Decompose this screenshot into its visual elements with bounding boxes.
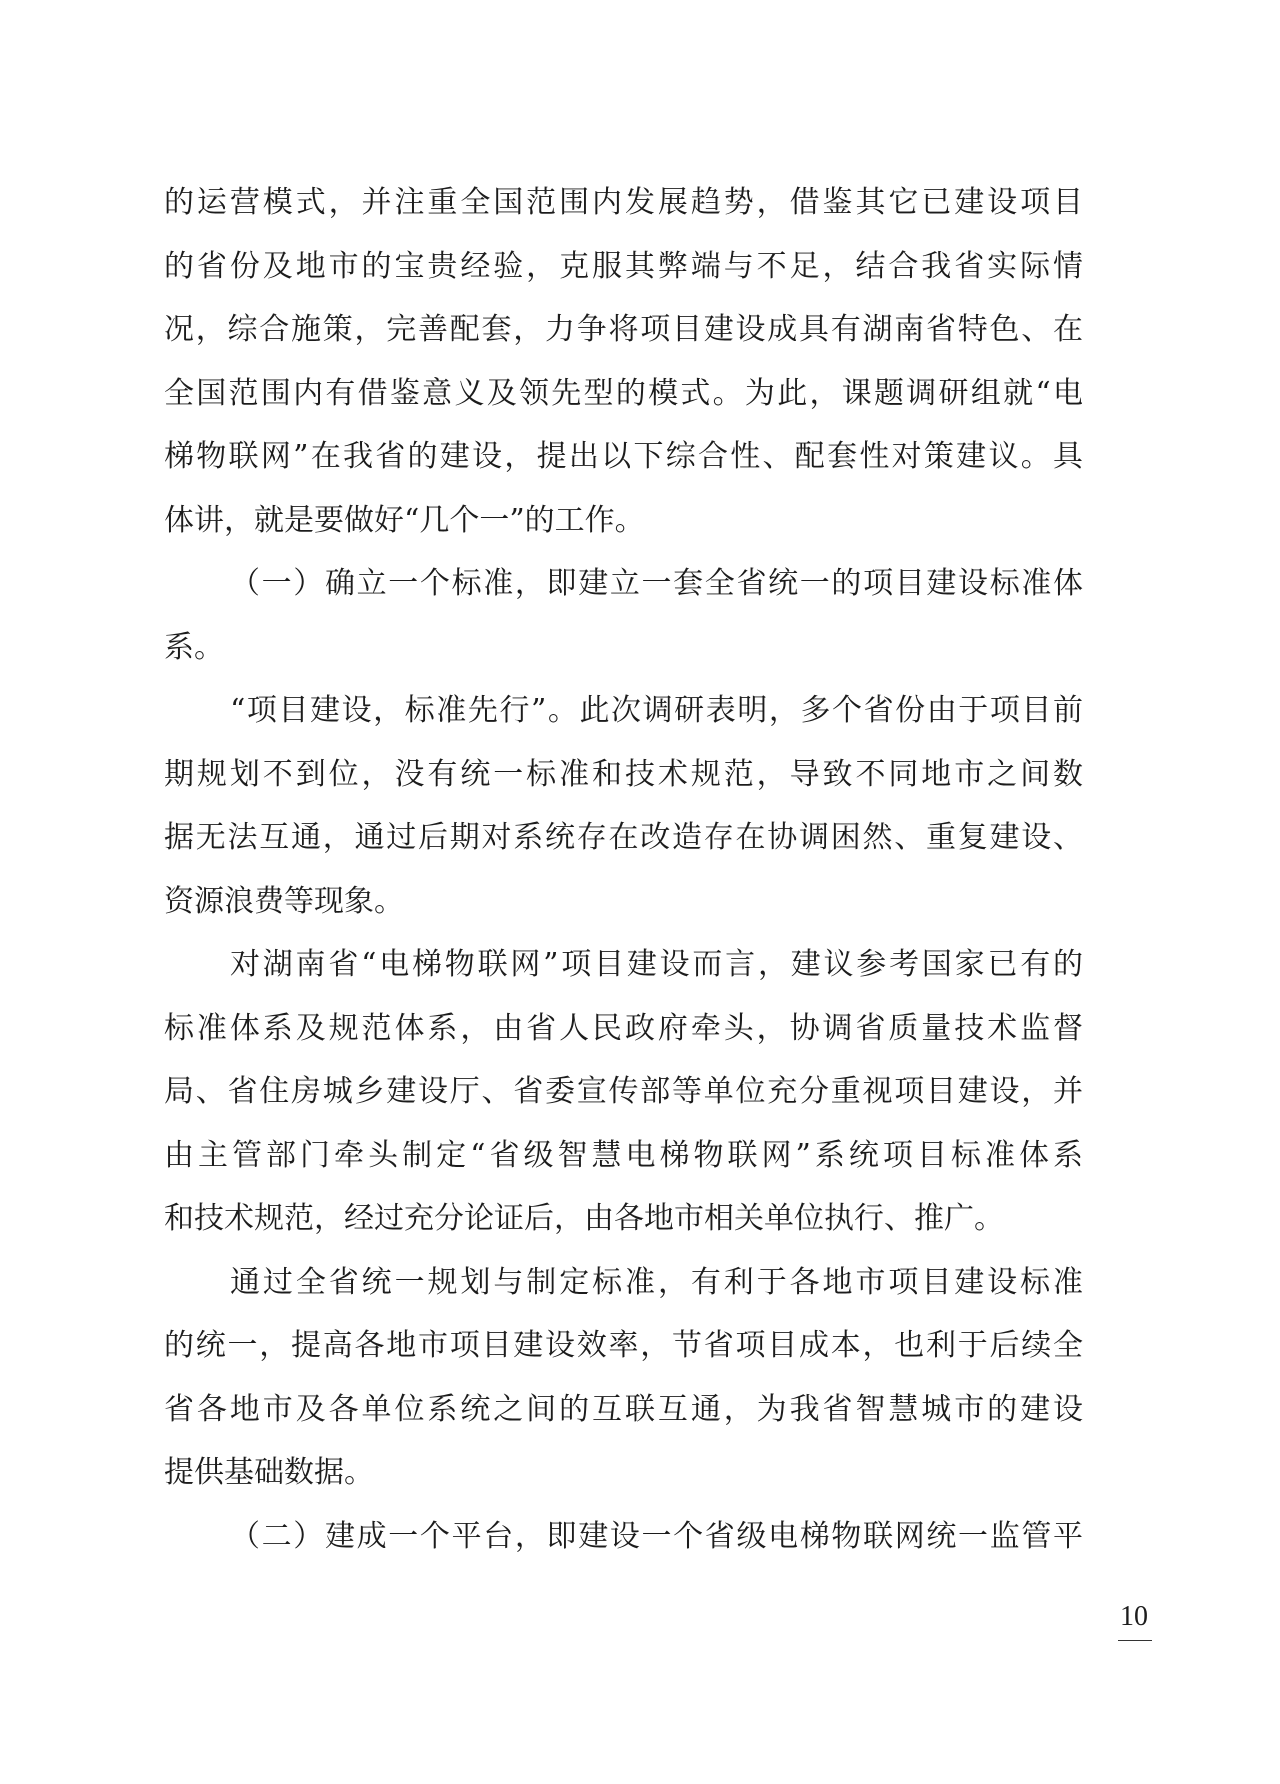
text-line: （一）确立一个标准，即建立一套全省统一的项目建设标准体 <box>230 566 1083 601</box>
text-line: 梯物联网”在我省的建设，提出以下综合性、配套性对策建议。具 <box>164 439 1083 474</box>
text-line: 标准体系及规范体系，由省人民政府牵头，协调省质量技术监督 <box>164 1010 1083 1046</box>
text-line: 对湖南省“电梯物联网”项目建设而言，建议参考国家已有的 <box>230 947 1083 982</box>
text-line: 况，综合施策，完善配套，力争将项目建设成具有湖南省特色、在 <box>164 312 1083 347</box>
paragraph <box>164 933 1083 1251</box>
text-line: 系。 <box>164 629 224 665</box>
paragraph <box>164 679 1083 933</box>
text-line: 的运营模式，并注重全国范围内发展趋势，借鉴其它已建设项目 <box>164 185 1083 220</box>
text-line: 省各地市及各单位系统之间的互联互通，为我省智慧城市的建设 <box>164 1391 1083 1427</box>
text-line: （二）建成一个平台，即建设一个省级电梯物联网统一监管平 <box>230 1518 1083 1554</box>
text-line: 提供基础数据。 <box>164 1455 374 1490</box>
body-text <box>164 171 1083 1568</box>
text-line: 通过全省统一规划与制定标准，有利于各地市项目建设标准 <box>230 1264 1083 1300</box>
paragraph <box>164 171 1083 552</box>
section-heading <box>164 552 1083 679</box>
text-line: 和技术规范，经过充分论证后，由各地市相关单位执行、推广。 <box>164 1201 1004 1236</box>
text-line: 由主管部门牵头制定“省级智慧电梯物联网”系统项目标准体系 <box>164 1137 1083 1173</box>
text-line: 局、省住房城乡建设厅、省委宣传部等单位充分重视项目建设，并 <box>164 1074 1083 1109</box>
text-line: “项目建设，标准先行”。此次调研表明，多个省份由于项目前 <box>230 693 1083 728</box>
text-line: 期规划不到位，没有统一标准和技术规范，导致不同地市之间数 <box>164 756 1083 792</box>
section-heading <box>164 1505 1083 1569</box>
text-line: 的统一，提高各地市项目建设效率，节省项目成本，也利于后续全 <box>164 1328 1083 1363</box>
page-number: 10 <box>1120 1601 1148 1632</box>
paragraph <box>164 1251 1083 1505</box>
text-line: 体讲，就是要做好“几个一”的工作。 <box>164 502 645 538</box>
page-number-rule <box>1118 1640 1152 1641</box>
text-line: 全国范围内有借鉴意义及领先型的模式。为此，课题调研组就“电 <box>164 375 1083 411</box>
text-line: 据无法互通，通过后期对系统存在改造存在协调困然、重复建设、 <box>164 820 1083 855</box>
text-line: 资源浪费等现象。 <box>164 883 404 919</box>
text-line: 的省份及地市的宝贵经验，克服其弊端与不足，结合我省实际情 <box>164 248 1083 284</box>
